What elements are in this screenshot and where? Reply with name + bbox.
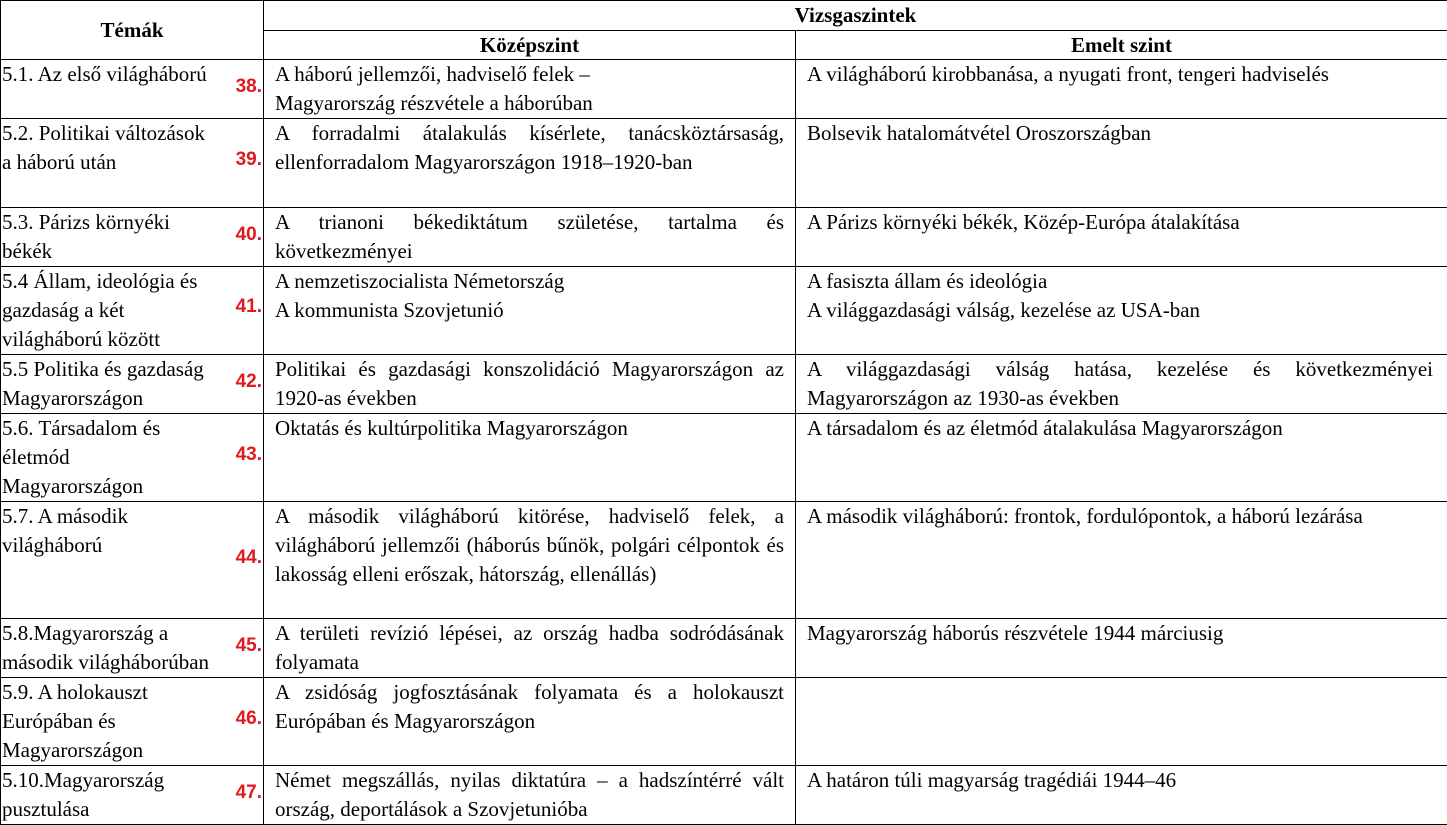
intermediate-text: Oktatás és kultúrpolitika Magyarországon bbox=[275, 414, 784, 443]
header-topics: Témák bbox=[1, 1, 264, 60]
topic-line: 5.5 Politika és gazdaság bbox=[2, 355, 263, 384]
intermediate-cell bbox=[264, 355, 796, 414]
topic-cell bbox=[1, 619, 264, 678]
intermediate-cell bbox=[264, 208, 796, 267]
intermediate-cell bbox=[264, 619, 796, 678]
advanced-cell bbox=[796, 619, 1447, 678]
topic-line: békék bbox=[2, 237, 263, 266]
topic-cell bbox=[1, 414, 264, 502]
topic-number: 46. bbox=[236, 709, 262, 728]
intermediate-text: Politikai és gazdasági konszolidáció Magyarországon az 1920-as években bbox=[275, 355, 784, 413]
header-advanced: Emelt szint bbox=[796, 31, 1447, 60]
advanced-cell bbox=[796, 60, 1447, 119]
advanced-cell bbox=[796, 119, 1447, 208]
topic-number: 43. bbox=[236, 445, 262, 464]
topic-number: 38. bbox=[236, 77, 262, 96]
advanced-text: A világgazdasági válság, kezelése az USA-ban bbox=[807, 296, 1433, 325]
advanced-text: A fasiszta állam és ideológia bbox=[807, 267, 1433, 296]
intermediate-text: Magyarország részvétele a háborúban bbox=[275, 89, 784, 118]
intermediate-text: A háború jellemzői, hadviselő felek – bbox=[275, 60, 784, 89]
intermediate-text: A területi revízió lépései, az ország hadba sodródásának folyamata bbox=[275, 619, 784, 677]
advanced-cell bbox=[796, 267, 1447, 355]
table-row bbox=[1, 414, 1447, 502]
advanced-text: Bolsevik hatalomátvétel Oroszországban bbox=[807, 119, 1433, 148]
topic-cell bbox=[1, 267, 264, 355]
table-row bbox=[1, 208, 1447, 267]
intermediate-text: Német megszállás, nyilas diktatúra – a hadszíntérré vált ország, deportálások a Szovjetunióba bbox=[275, 766, 784, 824]
intermediate-cell bbox=[264, 766, 796, 825]
intermediate-text: A zsidóság jogfosztásának folyamata és a holokauszt Európában és Magyarországon bbox=[275, 678, 784, 736]
topic-line: gazdaság a két bbox=[2, 296, 263, 325]
topic-line: Magyarországon bbox=[2, 384, 263, 413]
intermediate-cell bbox=[264, 60, 796, 119]
intermediate-cell bbox=[264, 267, 796, 355]
topic-line: 5.3. Párizs környéki bbox=[2, 208, 263, 237]
table-row bbox=[1, 119, 1447, 208]
advanced-cell bbox=[796, 766, 1447, 825]
table-row bbox=[1, 619, 1447, 678]
topic-number: 40. bbox=[236, 225, 262, 244]
intermediate-cell bbox=[264, 502, 796, 619]
advanced-cell bbox=[796, 678, 1447, 766]
topic-line: 5.4 Állam, ideológia és bbox=[2, 267, 263, 296]
advanced-cell bbox=[796, 414, 1447, 502]
topic-line: 5.6. Társadalom és bbox=[2, 414, 263, 443]
topic-number: 44. bbox=[236, 548, 262, 567]
topic-line: második világháborúban bbox=[2, 648, 263, 677]
advanced-cell bbox=[796, 502, 1447, 619]
intermediate-cell bbox=[264, 414, 796, 502]
topic-line: pusztulása bbox=[2, 795, 263, 824]
topic-cell bbox=[1, 355, 264, 414]
topic-line: világháború bbox=[2, 531, 263, 560]
advanced-text: A Párizs környéki békék, Közép-Európa átalakítása bbox=[807, 208, 1433, 237]
topic-line: a háború után bbox=[2, 148, 263, 177]
topic-number: 42. bbox=[236, 372, 262, 391]
intermediate-text: A kommunista Szovjetunió bbox=[275, 296, 784, 325]
intermediate-text: A trianoni békediktátum születése, tartalma és következményei bbox=[275, 208, 784, 266]
topic-line: Európában és bbox=[2, 707, 263, 736]
header-exam-levels: Vizsgaszintek bbox=[264, 1, 1447, 31]
table-row bbox=[1, 267, 1447, 355]
topic-number: 39. bbox=[236, 150, 262, 169]
topic-cell bbox=[1, 60, 264, 119]
advanced-text: A világháború kirobbanása, a nyugati front, tengeri hadviselés bbox=[807, 60, 1433, 89]
topic-line: 5.7. A második bbox=[2, 502, 263, 531]
topic-cell bbox=[1, 766, 264, 825]
advanced-cell bbox=[796, 355, 1447, 414]
topic-line: világháború között bbox=[2, 325, 263, 354]
advanced-text: Magyarország háborús részvétele 1944 márciusig bbox=[807, 619, 1433, 648]
topic-number: 41. bbox=[236, 297, 262, 316]
topic-cell bbox=[1, 208, 264, 267]
table-row bbox=[1, 502, 1447, 619]
intermediate-text: A forradalmi átalakulás kísérlete, tanácsköztársaság, ellenforradalom Magyarországon 1918–1920-ban bbox=[275, 119, 784, 177]
table-row bbox=[1, 678, 1447, 766]
topic-cell bbox=[1, 502, 264, 619]
table-row bbox=[1, 766, 1447, 825]
topic-number: 45. bbox=[236, 636, 262, 655]
topic-cell bbox=[1, 119, 264, 208]
intermediate-cell bbox=[264, 119, 796, 208]
advanced-text: A második világháború: frontok, fordulópontok, a háború lezárása bbox=[807, 502, 1433, 531]
topic-line: életmód bbox=[2, 443, 263, 472]
topic-line: 5.2. Politikai változások bbox=[2, 119, 263, 148]
intermediate-text: A második világháború kitörése, hadviselő felek, a világháború jellemzői (háborús bűnök, polgári célpontok és lakosság elleni erőszak, hátország, ellenállás) bbox=[275, 502, 784, 589]
intermediate-cell bbox=[264, 678, 796, 766]
topic-line: 5.8.Magyarország a bbox=[2, 619, 263, 648]
topic-line: Magyarországon bbox=[2, 472, 263, 501]
topic-line: 5.1. Az első világháború bbox=[2, 60, 263, 89]
advanced-text: A határon túli magyarság tragédiái 1944–46 bbox=[807, 766, 1433, 795]
advanced-text: A világgazdasági válság hatása, kezelése és következményei Magyarországon az 1930-as években bbox=[807, 355, 1433, 413]
header-intermediate: Középszint bbox=[264, 31, 796, 60]
topic-cell bbox=[1, 678, 264, 766]
topic-line: Magyarországon bbox=[2, 736, 263, 765]
advanced-text: A társadalom és az életmód átalakulása Magyarországon bbox=[807, 414, 1433, 443]
topic-line: 5.9. A holokauszt bbox=[2, 678, 263, 707]
topic-line: 5.10.Magyarország bbox=[2, 766, 263, 795]
table-row bbox=[1, 60, 1447, 119]
topic-number: 47. bbox=[236, 783, 262, 802]
intermediate-text: A nemzetiszocialista Németország bbox=[275, 267, 784, 296]
advanced-cell bbox=[796, 208, 1447, 267]
table-row bbox=[1, 355, 1447, 414]
